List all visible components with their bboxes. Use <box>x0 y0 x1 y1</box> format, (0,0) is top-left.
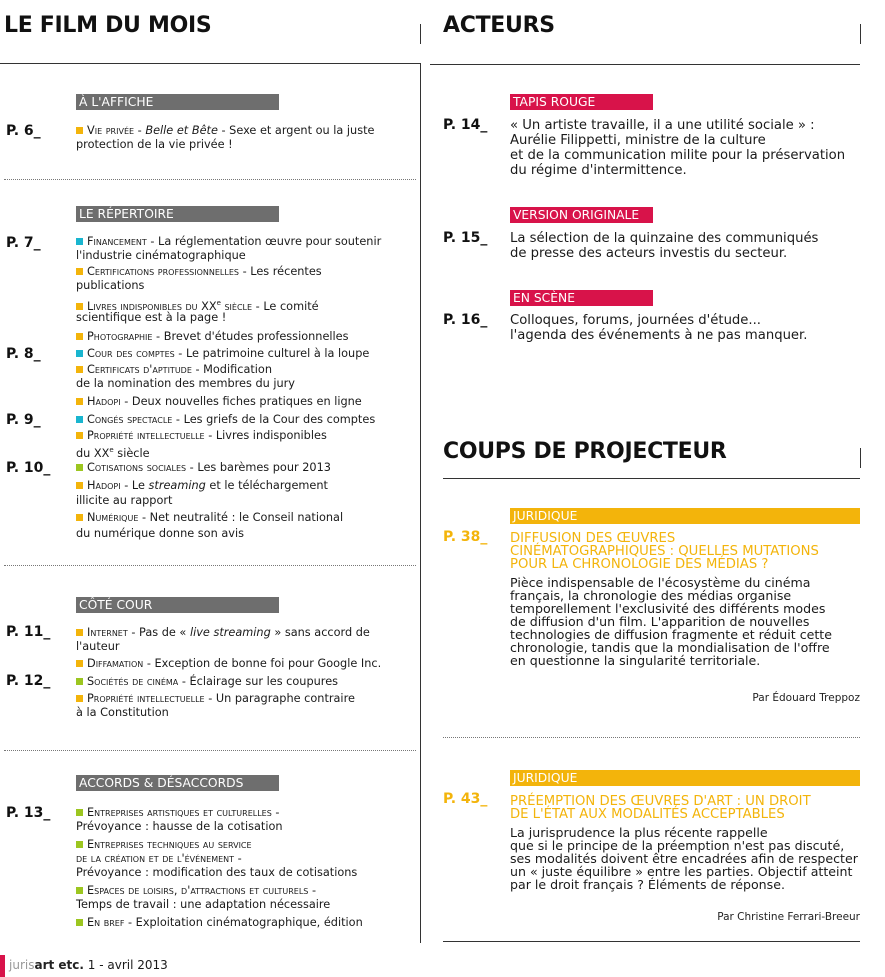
band-cote-cour: CÔTÉ COUR <box>76 597 279 613</box>
list-item: Vie privée - Belle et Bête - Sexe et argent ou la juste <box>76 124 375 138</box>
list-item: Entreprises techniques au service <box>76 838 252 852</box>
list-item: En bref - Exploitation cinématographique, édition <box>76 916 363 930</box>
list-item: Financement - La réglementation œuvre pour soutenir <box>76 235 381 249</box>
list-item: Sociétés de cinéma - Éclairage sur les coupures <box>76 675 338 689</box>
issue-date: 1 - avril 2013 <box>87 958 168 972</box>
list-item: Livres indisponibles du XXe siècle - Le comité <box>76 296 319 314</box>
list-item: Propriété intellectuelle - Un paragraphe contraire <box>76 692 355 706</box>
page-number: P. 14_ <box>443 117 488 133</box>
yellow-square-icon <box>76 695 83 702</box>
article-title: DE L'ÉTAT AUX MODALITÉS ACCEPTABLES <box>510 807 785 822</box>
yellow-square-icon <box>76 127 83 134</box>
page-number: P. 38_ <box>443 529 488 545</box>
blue-square-icon <box>76 350 83 357</box>
section-title-acteurs: ACTEURS <box>443 13 555 38</box>
list-item: Numérique - Net neutralité : le Conseil national <box>76 511 343 525</box>
article-title: POUR LA CHRONOLOGIE DES MÉDIAS ? <box>510 557 769 572</box>
green-square-icon <box>76 919 83 926</box>
band-affiche: À L'AFFICHE <box>76 94 279 110</box>
green-square-icon <box>76 464 83 471</box>
dotted-rule <box>4 179 416 180</box>
yellow-square-icon <box>76 482 83 489</box>
page-number: P. 11_ <box>6 624 51 640</box>
column-divider <box>420 63 421 943</box>
yellow-square-icon <box>76 333 83 340</box>
list-item: Photographie - Brevet d'études professionnelles <box>76 330 349 344</box>
list-item: Certifications professionnelles - Les récentes <box>76 265 322 279</box>
footer-accent <box>0 955 5 977</box>
text-line: Colloques, forums, journées d'étude... <box>510 313 761 328</box>
text-line: de presse des acteurs investis du secteur. <box>510 246 788 261</box>
list-item: Propriété intellectuelle - Livres indisponibles <box>76 429 327 443</box>
article-body: chronologie, tandis que la mondialisation de l'offre <box>510 640 830 655</box>
page-number: P. 15_ <box>443 230 488 246</box>
rule <box>0 63 420 64</box>
text-line: et de la communication milite pour la préservation <box>510 148 846 163</box>
text-line: l'agenda des événements à ne pas manquer. <box>510 328 808 343</box>
green-square-icon <box>76 841 83 848</box>
yellow-square-icon <box>76 366 83 373</box>
text-line: « Un artiste travaille, il a une utilité sociale » : <box>510 118 815 133</box>
brand-artetc: art etc. <box>34 958 84 972</box>
article-body: temporellement l'exclusivité des différents modes <box>510 601 826 616</box>
yellow-square-icon <box>76 514 83 521</box>
article-body: technologies de diffusion fragmente et réduit cette <box>510 627 832 642</box>
list-item-line: l'industrie cinématographique <box>76 249 246 262</box>
text-line: Aurélie Filippetti, ministre de la culture <box>510 133 766 148</box>
band-version-originale: VERSION ORIGINALE <box>510 207 653 223</box>
article-title: PRÉEMPTION DES ŒUVRES D'ART : UN DROIT <box>510 794 811 809</box>
yellow-square-icon <box>76 629 83 636</box>
article-body: que si le principe de la préemption n'est pas discuté, <box>510 838 845 853</box>
article-body: français, la chronologie des médias organise <box>510 588 792 603</box>
list-item-line: l'auteur <box>76 640 120 653</box>
footer-brand <box>9 958 168 972</box>
article-title: DIFFUSION DES ŒUVRES <box>510 531 676 546</box>
list-item: Cotisations sociales - Les barèmes pour 2013 <box>76 461 331 475</box>
green-square-icon <box>76 809 83 816</box>
page-number: P. 9_ <box>6 412 41 428</box>
yellow-square-icon <box>76 432 83 439</box>
article-title: CINÉMATOGRAPHIQUES : QUELLES MUTATIONS <box>510 544 819 559</box>
green-square-icon <box>76 678 83 685</box>
article-body: de diffusion d'un film. L'apparition de nouvelles <box>510 614 810 629</box>
list-item: Espaces de loisirs, d'attractions et culturels - <box>76 884 316 898</box>
article-body: Pièce indispensable de l'écosystème du cinéma <box>510 575 811 590</box>
text-line: du régime d'intermittence. <box>510 163 687 178</box>
header-divider <box>860 24 861 44</box>
list-item-line: Prévoyance : hausse de la cotisation <box>76 820 283 833</box>
list-item-line: Prévoyance : modification des taux de cotisations <box>76 866 358 879</box>
band-repertoire: LE RÉPERTOIRE <box>76 206 279 222</box>
page-number: P. 8_ <box>6 346 41 362</box>
byline: Par Christine Ferrari-Breeur <box>717 911 860 923</box>
band-tapis-rouge: TAPIS ROUGE <box>510 94 653 110</box>
band-en-scene: EN SCÈNE <box>510 290 653 306</box>
list-item-line: de la création et de l'événement - <box>76 852 242 865</box>
article-body: un « juste équilibre » entre les parties. Objectif atteint <box>510 864 853 879</box>
band-juridique: JURIDIQUE <box>510 508 860 524</box>
list-item: Cour des comptes - Le patrimoine culturel à la loupe <box>76 347 369 361</box>
yellow-square-icon <box>76 398 83 405</box>
blue-square-icon <box>76 416 83 423</box>
page-number: P. 13_ <box>6 805 51 821</box>
article-body: en questionne la singularité territoriale. <box>510 653 761 668</box>
page-number: P. 16_ <box>443 312 488 328</box>
rule <box>430 64 860 65</box>
page-number: P. 7_ <box>6 235 41 251</box>
list-item-line: illicite au rapport <box>76 494 173 507</box>
text-line: La sélection de la quinzaine des communiqués <box>510 231 819 246</box>
list-item: Diffamation - Exception de bonne foi pour Google Inc. <box>76 657 381 671</box>
list-item-line: de la nomination des membres du jury <box>76 377 295 390</box>
dotted-rule <box>4 750 416 751</box>
list-item: Entreprises artistiques et culturelles - <box>76 806 279 820</box>
page-number: P. 6_ <box>6 123 41 139</box>
header-divider <box>860 448 861 468</box>
list-item: Hadopi - Le streaming et le téléchargement <box>76 479 328 493</box>
list-item-line: du numérique donne son avis <box>76 527 244 540</box>
dotted-rule <box>4 565 416 566</box>
section-title-film: LE FILM DU MOIS <box>4 13 212 38</box>
band-juridique: JURIDIQUE <box>510 770 860 786</box>
article-body: La jurisprudence la plus récente rappelle <box>510 825 768 840</box>
list-item-line: protection de la vie privée ! <box>76 138 233 151</box>
list-item-line: à la Constitution <box>76 706 169 719</box>
green-square-icon <box>76 887 83 894</box>
list-item-line: publications <box>76 279 145 292</box>
list-item: Hadopi - Deux nouvelles fiches pratiques en ligne <box>76 395 362 409</box>
yellow-square-icon <box>76 660 83 667</box>
rule <box>443 941 860 942</box>
band-accords: ACCORDS & DÉSACCORDS <box>76 775 279 791</box>
list-item-line: scientifique est à la page ! <box>76 311 227 324</box>
dotted-rule <box>443 737 860 738</box>
list-item-line: Temps de travail : une adaptation nécessaire <box>76 898 331 911</box>
yellow-square-icon <box>76 303 83 310</box>
rule <box>443 478 860 479</box>
brand-juris: juris <box>9 958 35 972</box>
page-number: P. 12_ <box>6 673 51 689</box>
section-title-coups: COUPS DE PROJECTEUR <box>443 439 727 464</box>
article-body: ses modalités doivent être encadrées afin de respecter <box>510 851 858 866</box>
page-number: P. 10_ <box>6 460 51 476</box>
yellow-square-icon <box>76 268 83 275</box>
article-body: par le droit français ? Éléments de réponse. <box>510 877 785 892</box>
byline: Par Édouard Treppoz <box>752 692 860 704</box>
list-item: Congés spectacle - Les griefs de la Cour des comptes <box>76 413 375 427</box>
list-item: Certificats d'aptitude - Modification <box>76 363 272 377</box>
header-divider <box>420 24 421 44</box>
page-number: P. 43_ <box>443 791 488 807</box>
blue-square-icon <box>76 238 83 245</box>
list-item-line: du XXe siècle <box>76 446 150 460</box>
list-item: Internet - Pas de « live streaming » sans accord de <box>76 626 370 640</box>
